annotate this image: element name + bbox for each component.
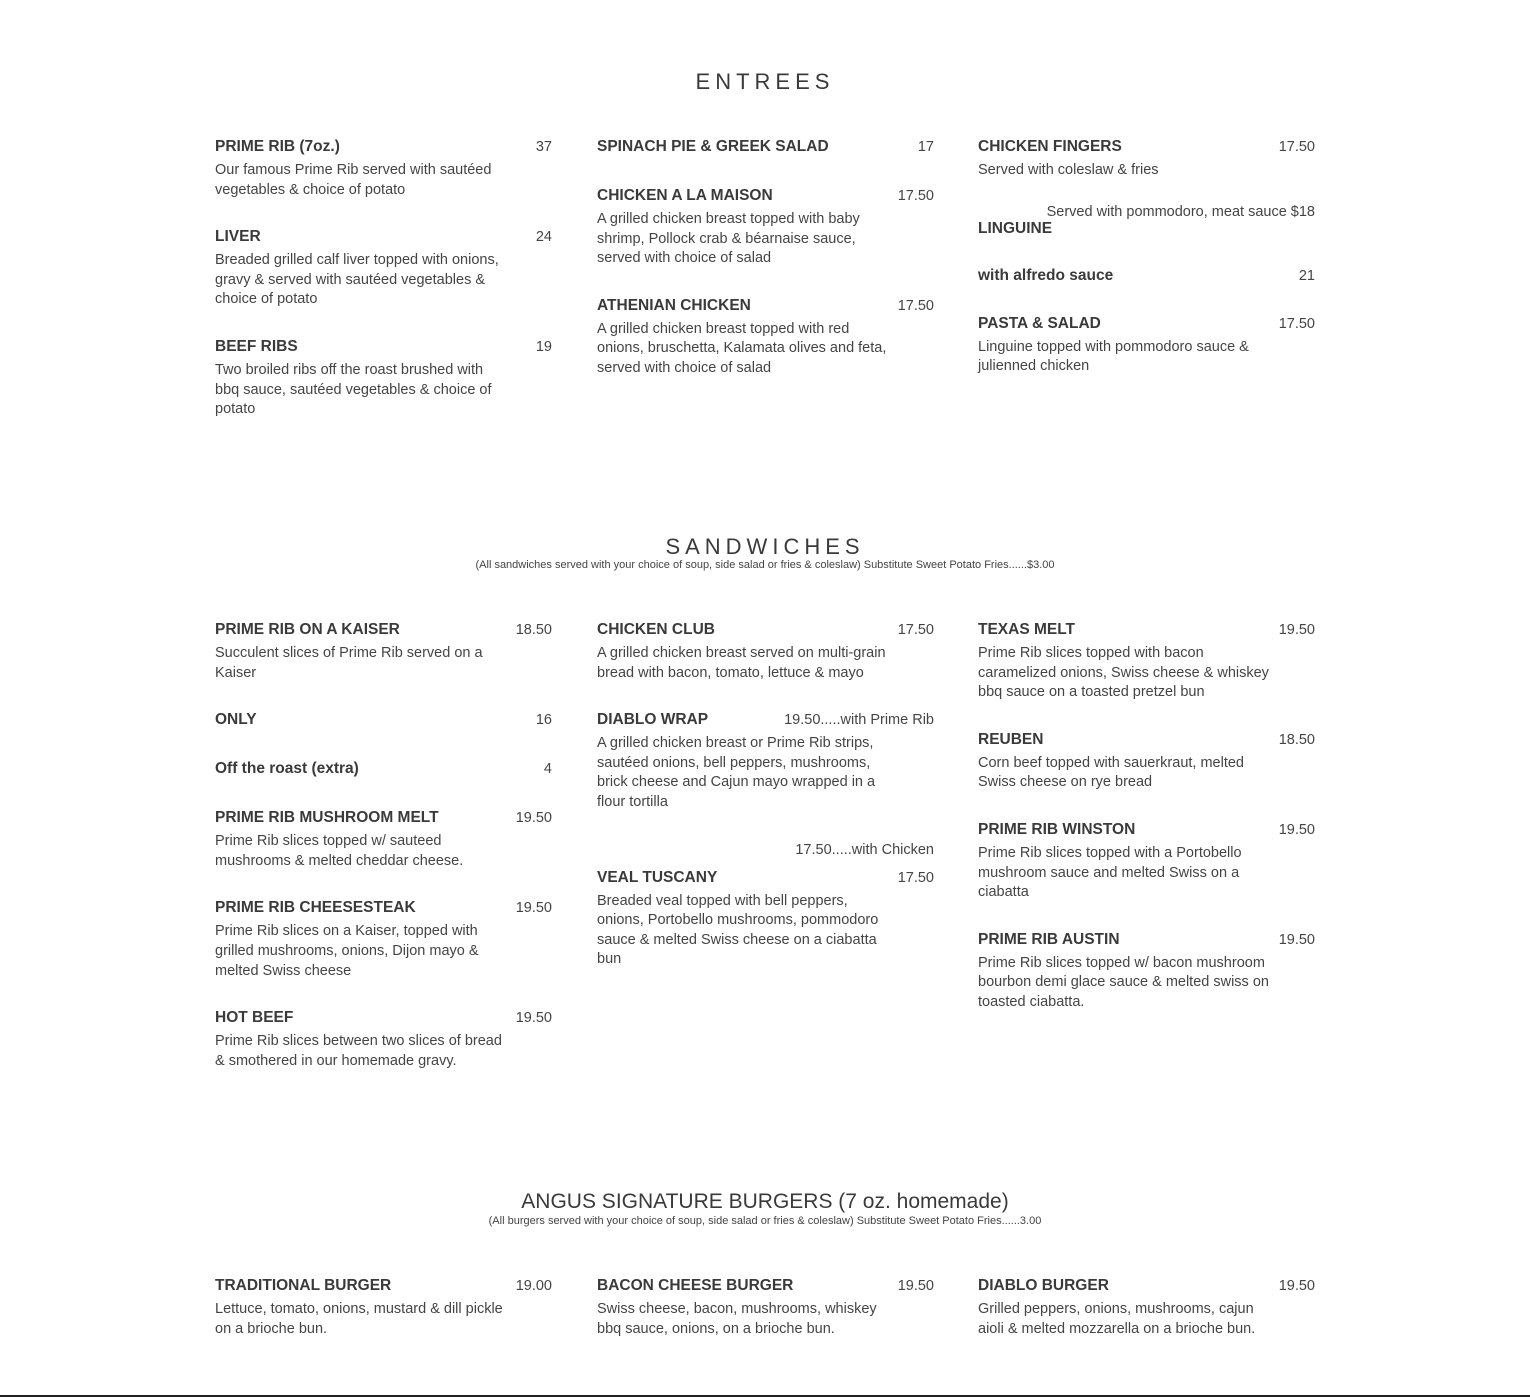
item-description: Grilled peppers, onions, mushrooms, cajun aioli & melted mozzarella on a brioche bun. [978,1301,1256,1337]
item-description: Prime Rib slices on a Kaiser, topped with grilled mushrooms, onions, Dijon mayo & melted Swiss cheese [215,923,479,979]
menu-item [215,621,552,683]
menu-item [978,821,1315,903]
item-price: 17 [917,139,934,155]
menu-item [597,297,934,379]
entrees-column-3 [978,138,1315,377]
item-price: 37 [535,139,552,155]
menu-item [215,711,552,729]
menu-item [215,809,552,871]
menu-item [215,1009,552,1071]
menu-item [215,1277,552,1339]
item-price: 19.50.....with Prime Rib [784,712,934,729]
item-description: Served with coleslaw & fries [978,162,1159,178]
item-name: BACON CHEESE BURGER [597,1277,794,1294]
item-name: LINGUINE [978,219,1053,237]
item-description: Two broiled ribs off the roast brushed with bbq sauce, sautéed vegetables & choice of potato [215,361,492,418]
sandwiches-title: SANDWICHES [665,534,865,559]
item-name: TEXAS MELT [978,621,1076,638]
item-description: Prime Rib slices topped with bacon caramelized onions, Swiss cheese & whiskey bbq sauce on a toasted pretzel bun [978,645,1269,701]
item-description: A grilled chicken breast topped with red onions, bruschetta, Kalamata olives and feta, served with choice of salad [597,320,887,376]
menu-item [978,315,1315,377]
burgers-column-3 [978,1277,1315,1339]
item-name: CHICKEN FINGERS [978,138,1122,155]
item-name: PRIME RIB MUSHROOM MELT [215,809,439,827]
menu-item [597,187,934,269]
item-name: ATHENIAN CHICKEN [597,296,751,314]
item-name: BEEF RIBS [215,337,298,355]
item-price: 16 [535,712,552,729]
item-price-alt: 17.50.....with Chicken [795,841,934,858]
item-name: PASTA & SALAD [978,314,1101,332]
item-price: 18.50 [515,622,552,638]
sandwiches-column-2 [597,621,934,970]
item-name: PRIME RIB AUSTIN [978,930,1120,948]
item-price: 17.50 [897,297,934,314]
menu-item [215,138,552,200]
item-description: A grilled chicken breast or Prime Rib strips, sautéed onions, bell peppers, mushrooms, brick cheese and Cajun mayo wrapped in a flour tortilla [597,735,876,810]
menu-item [597,621,934,683]
item-description: A grilled chicken breast served on multi-grain bread with bacon, tomato, lettuce & mayo [597,645,886,681]
item-price: 19.50 [515,1010,552,1027]
item-price: 19.50 [515,900,552,917]
item-price: 4 [543,761,552,778]
item-name: SPINACH PIE & GREEK SALAD [597,138,829,155]
burgers-column-2 [597,1277,934,1339]
item-description: Corn beef topped with sauerkraut, melted Swiss cheese on rye bread [978,754,1244,791]
item-price: 19 [535,338,552,355]
menu-item [215,760,552,778]
item-description: Our famous Prime Rib served with sautéed vegetables & choice of potato [215,162,492,198]
item-name: DIABLO BURGER [978,1277,1109,1294]
item-price: 19.50 [515,810,552,827]
menu-item [978,1277,1315,1339]
menu-item [978,204,1315,238]
menu-item [597,1277,934,1339]
item-price: 24 [535,229,552,246]
burgers-note: (All burgers served with your choice of soup, side salad or fries & coleslaw) Substitute Sweet Potato Fries......3.00 [488,1215,1042,1227]
entrees-title: ENTREES [695,69,835,94]
menu-item [978,621,1315,703]
item-description: Swiss cheese, bacon, mushrooms, whiskey bbq sauce, onions, on a brioche bun. [597,1301,877,1337]
menu-item [978,138,1315,181]
item-price: 17.50 [897,869,934,886]
menu-item [597,869,934,970]
item-description: A grilled chicken breast topped with baby shrimp, Pollock crab & béarnaise sauce, served with choice of salad [597,211,860,267]
item-name: PRIME RIB ON A KAISER [215,621,400,638]
entrees-column-2 [597,138,934,379]
item-name: DIABLO WRAP [597,711,709,729]
item-name: LIVER [215,228,261,246]
item-price: 17.50 [897,188,934,204]
item-name: PRIME RIB CHEESESTEAK [215,899,416,917]
item-name: REUBEN [978,730,1044,748]
menu-item [215,338,552,420]
menu-item [978,931,1315,1013]
menu-item [215,228,552,310]
menu-item [597,711,934,857]
item-name: PRIME RIB WINSTON [978,820,1136,838]
item-price: 19.50 [1278,622,1315,638]
item-description: Prime Rib slices topped w/ bacon mushroom bourbon demi glace sauce & melted swiss on toasted ciabatta. [978,954,1269,1010]
item-name: VEAL TUSCANY [597,868,718,886]
item-price: 18.50 [1278,731,1315,748]
sandwiches-column-1 [215,621,552,1071]
sandwiches-column-3 [978,621,1315,1013]
item-price: 19.50 [1278,821,1315,838]
item-name: Off the roast (extra) [215,760,359,778]
item-name: TRADITIONAL BURGER [215,1277,392,1294]
item-description: Prime Rib slices topped w/ sauteed mushrooms & melted cheddar cheese. [215,833,464,869]
item-price: 19.50 [897,1278,934,1294]
entrees-column-1 [215,138,552,420]
menu-item [978,267,1315,285]
item-description: Prime Rib slices between two slices of bread & smothered in our homemade gravy. [215,1033,502,1069]
item-price: 19.50 [1278,1278,1315,1294]
item-price: 21 [1298,267,1315,284]
item-note: Served with pommodoro, meat sauce $18 [1046,203,1315,220]
item-name: CHICKEN A LA MAISON [597,187,773,204]
item-description: Prime Rib slices topped with a Portobello mushroom sauce and melted Swiss on a ciabatta [978,844,1242,901]
item-name: HOT BEEF [215,1009,294,1027]
item-price: 17.50 [1278,315,1315,332]
item-description: Succulent slices of Prime Rib served on a Kaiser [215,645,483,681]
burgers-title: ANGUS SIGNATURE BURGERS (7 oz. homemade) [521,1190,1009,1213]
sandwiches-note: (All sandwiches served with your choice of soup, side salad or fries & coleslaw) Substitute Sweet Potato Fries......$3.00 [475,559,1055,571]
menu-item [215,899,552,981]
item-price: 17.50 [897,622,934,638]
item-description: Breaded grilled calf liver topped with onions, gravy & served with sautéed vegetables & choice of potato [215,252,499,308]
item-description: Lettuce, tomato, onions, mustard & dill pickle on a brioche bun. [215,1301,503,1337]
item-name: ONLY [215,711,257,729]
item-description: Breaded veal topped with bell peppers, onions, Portobello mushrooms, pommodoro sauce & melted Swiss cheese on a ciabatta bun [597,892,879,968]
burgers-column-1 [215,1277,552,1339]
item-price: 19.50 [1278,931,1315,948]
item-name: PRIME RIB (7oz.) [215,138,340,155]
menu-item [597,138,934,156]
item-name: CHICKEN CLUB [597,621,715,638]
item-price: 19.00 [515,1278,552,1294]
item-name: with alfredo sauce [978,266,1114,284]
menu-item [978,731,1315,793]
item-price: 17.50 [1278,139,1315,155]
item-description: Linguine topped with pommodoro sauce & julienned chicken [978,338,1249,375]
